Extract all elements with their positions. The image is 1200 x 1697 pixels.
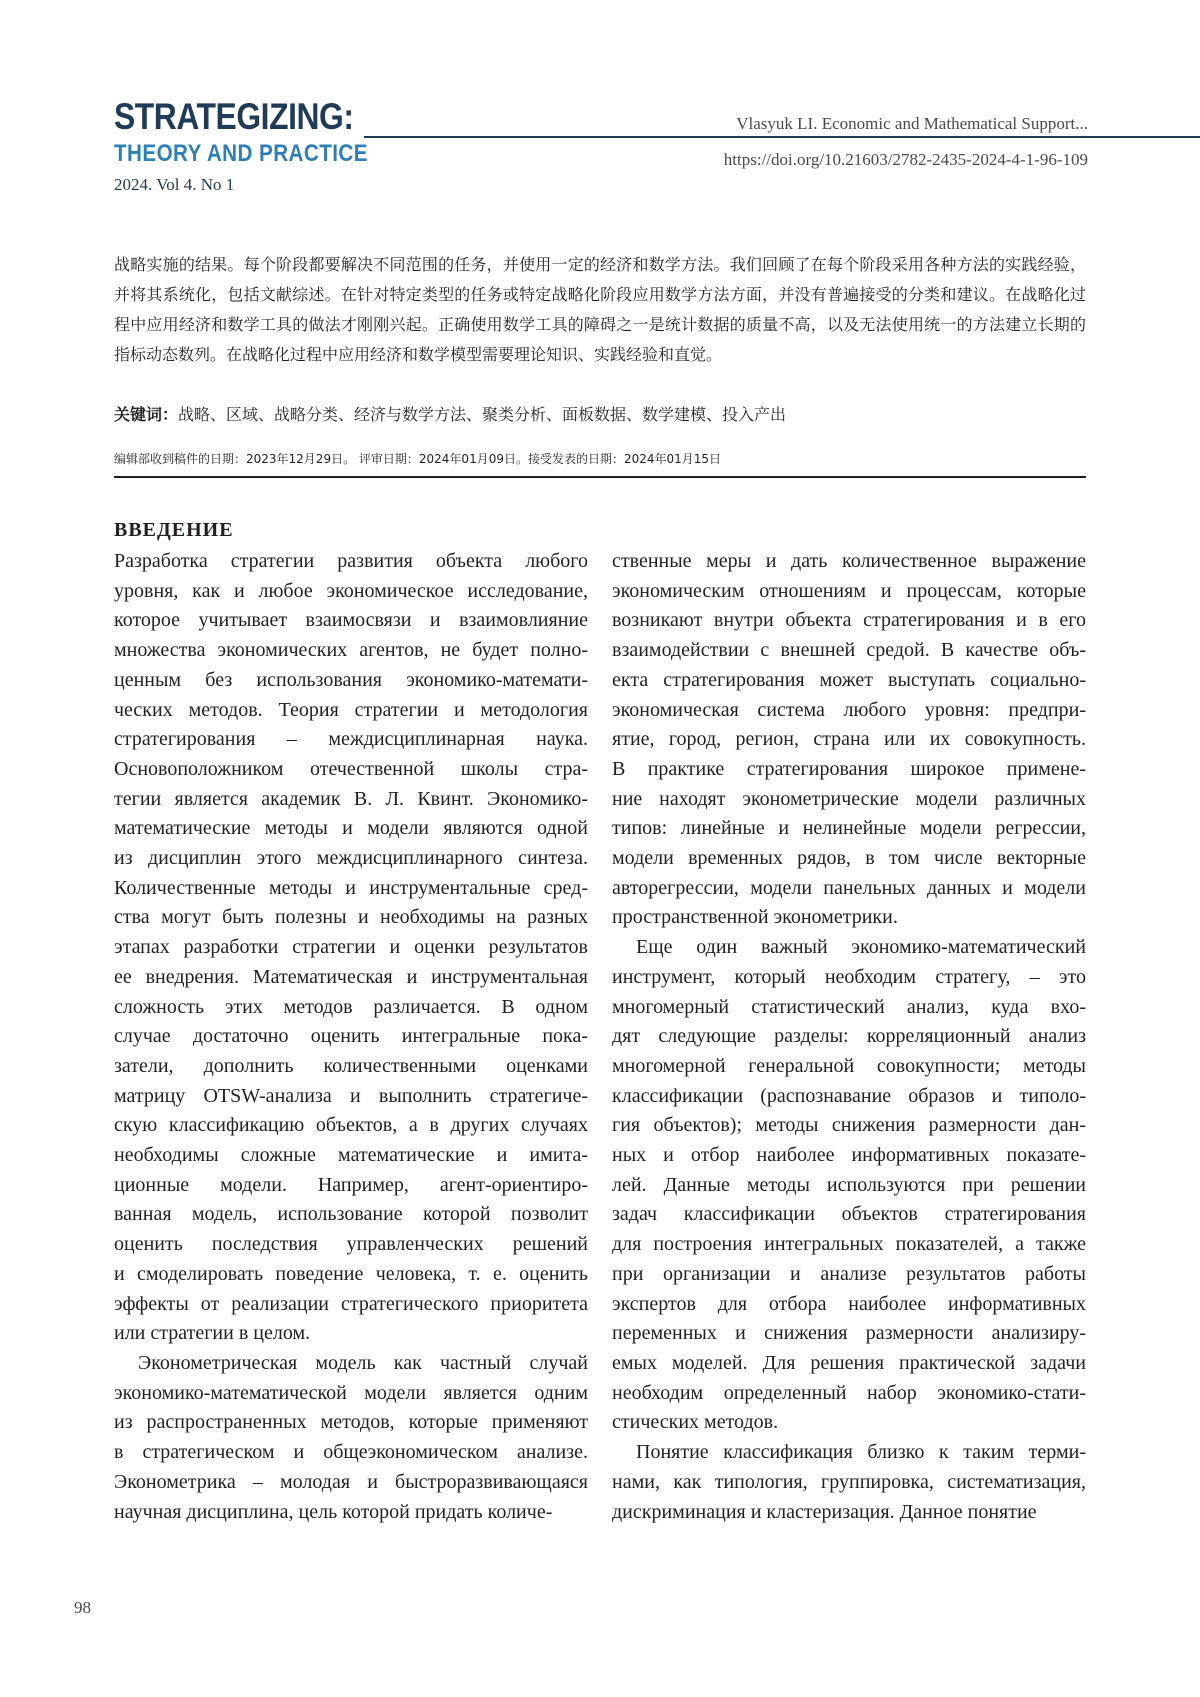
journal-subtitle: THEORY AND PRACTICE xyxy=(114,140,368,167)
text-line: из распространенных методов, которые применяют xyxy=(114,1411,588,1434)
text-line: множества экономических агентов, не будет полно- xyxy=(114,639,588,662)
text-line: случае достаточно оценить интегральные пока- xyxy=(114,1025,588,1048)
text-line: тегии является академик В. Л. Квинт. Экономико- xyxy=(114,787,588,810)
text-line: в стратегическом и общеэкономическом анализе. xyxy=(114,1441,588,1464)
body-paragraph xyxy=(612,547,1086,933)
left-column xyxy=(114,547,588,1527)
text-line: гия объектов); методы снижения размерности дан- xyxy=(612,1114,1086,1137)
text-line: необходимы сложные математические и имита- xyxy=(114,1144,588,1167)
text-line: дискриминация и кластеризация. Данное понятие xyxy=(612,1500,1037,1523)
text-line: для построения интегральных показателей, а также xyxy=(612,1233,1086,1256)
text-line: емых моделей. Для решения практической задачи xyxy=(612,1351,1086,1374)
text-line: экономическим отношениям и процессам, которые xyxy=(612,579,1086,602)
text-line: авторегрессии, модели панельных данных и модели xyxy=(612,876,1086,899)
body-paragraph xyxy=(612,1438,1086,1527)
text-line: Разработка стратегии развития объекта любого xyxy=(114,550,588,572)
text-line: классификации (распознавание образов и типоло- xyxy=(612,1084,1086,1107)
text-line: матрицу OTSW-анализа и выполнить стратегиче- xyxy=(114,1084,588,1107)
text-line: задач классификации объектов стратегирования xyxy=(612,1203,1086,1226)
text-line: нами, как типология, группировка, систематизация, xyxy=(612,1470,1086,1493)
text-line: взаимодействии с внешней средой. В качестве объ- xyxy=(612,639,1086,662)
text-line: уровня, как и любое экономическое исследование, xyxy=(114,579,588,602)
text-line: скую классификацию объектов, а в других случаях xyxy=(114,1114,588,1137)
text-line: ства могут быть полезны и необходимы на разных xyxy=(114,906,588,929)
text-line: многомерной генеральной совокупности; методы xyxy=(612,1054,1086,1077)
text-line: многомерный статистический анализ, куда вхо- xyxy=(612,995,1086,1018)
text-line: математические методы и модели являются одной xyxy=(114,817,588,840)
text-line: ванная модель, использование которой позволит xyxy=(114,1203,588,1226)
journal-issue: 2024. Vol 4. No 1 xyxy=(114,175,235,194)
text-line: дят следующие разделы: корреляционный анализ xyxy=(612,1025,1086,1048)
text-line: переменных и снижения размерности анализиру- xyxy=(612,1322,1086,1345)
keywords-list: 战略、区域、战略分类、经济与数学方法、聚类分析、面板数据、数学建模、投入产出 xyxy=(178,405,787,424)
journal-title: STRATEGIZING: xyxy=(114,96,354,137)
text-line: ных и отбор наиболее информативных показате- xyxy=(612,1144,1086,1167)
section-heading: ВВЕДЕНИЕ xyxy=(114,519,234,541)
header-rule xyxy=(364,136,1200,138)
text-line: стических методов. xyxy=(612,1411,779,1434)
text-line: экономико-математической модели является одним xyxy=(114,1381,588,1404)
text-line: ственные меры и дать количественное выражение xyxy=(612,550,1086,572)
text-line: Эконометрика – молодая и быстроразвивающаяся xyxy=(114,1470,588,1493)
keywords-label: 关键词： xyxy=(114,405,179,424)
text-line: ческих методов. Теория стратегии и методология xyxy=(114,698,588,721)
text-line: возникают внутри объекта стратегирования и в его xyxy=(612,609,1086,632)
text-line: затели, дополнить количественными оценками xyxy=(114,1054,588,1077)
text-line: Еще один важный экономико-математический xyxy=(636,936,1086,959)
text-line: или стратегии в целом. xyxy=(114,1322,311,1345)
body-paragraph xyxy=(612,933,1086,1438)
doi-link[interactable]: https://doi.org/10.21603/2782-2435-2024-4-1-96-109 xyxy=(723,150,1088,169)
text-line: необходим определенный набор экономико-стати- xyxy=(612,1381,1086,1404)
keywords xyxy=(114,400,1086,430)
text-line: ценным без использования экономико-математи- xyxy=(114,668,588,691)
text-line: стратегирования – междисциплинарная наука. xyxy=(114,728,588,751)
text-line: и смоделировать поведение человека, т. е. оценить xyxy=(114,1262,588,1285)
text-line: В практике стратегирования широкое примене- xyxy=(612,757,1086,780)
text-line: научная дисциплина, цель которой придать количе- xyxy=(114,1500,553,1523)
text-line: инструмент, который необходим стратегу, – это xyxy=(612,965,1086,988)
abstract-divider xyxy=(114,476,1086,478)
text-line: модели временных рядов, в том числе векторные xyxy=(612,847,1086,870)
text-line: этапах разработки стратегии и оценки результатов xyxy=(114,936,588,959)
submission-dates: 编辑部收到稿件的日期：2023年12月29日。 评审日期：2024年01月09日。接受发表的日期：2024年01月15日 xyxy=(114,452,722,466)
text-line: при организации и анализе результатов работы xyxy=(612,1262,1086,1285)
page-number: 98 xyxy=(74,1598,91,1617)
text-line: сложность этих методов различается. В одном xyxy=(114,995,588,1018)
text-line: типов: линейные и нелинейные модели регрессии, xyxy=(612,817,1086,840)
text-line: екта стратегирования может выступать социально- xyxy=(612,668,1086,691)
text-line: из дисциплин этого междисциплинарного синтеза. xyxy=(114,847,588,870)
text-line: эффекты от реализации стратегического приоритета xyxy=(114,1292,588,1315)
text-line: оценить последствия управленческих решений xyxy=(114,1233,588,1256)
body-paragraph xyxy=(114,547,588,1349)
text-line: экономическая система любого уровня: предпри- xyxy=(612,698,1086,721)
text-line: пространственной эконометрики. xyxy=(612,906,898,929)
right-column xyxy=(612,547,1086,1527)
text-line: лей. Данные методы используются при решении xyxy=(612,1173,1086,1196)
text-line: Основоположником отечественной школы стра- xyxy=(114,757,588,780)
text-line: Количественные методы и инструментальные сред- xyxy=(114,876,588,899)
abstract-text: 战略实施的结果。每个阶段都要解决不同范围的任务，并使用一定的经济和数学方法。我们回顾了在每个阶段采用各种方法的实践经验，并将其系统化，包括文献综述。在针对特定类型的任务或特定战略化阶段应用数学方法方面，并没有普遍接受的分类和建议。在战略化过程中应用经济和数学工具的做法才刚刚兴起。正确使用数学工具的障碍之一是统计数据的质量不高，以及无法使用统一的方法建立长期的指标动态数列。在战略化过程中应用经济和数学模型需要理论知识、实践经验和直觉。 xyxy=(114,255,1086,364)
text-line: Понятие классификация близко к таким терми- xyxy=(636,1441,1086,1464)
text-line: ние находят эконометрические модели различных xyxy=(612,787,1086,810)
text-line: ее внедрения. Математическая и инструментальная xyxy=(114,965,588,988)
text-line: Эконометрическая модель как частный случай xyxy=(138,1351,588,1374)
text-line: экспертов для отбора наиболее информативных xyxy=(612,1292,1086,1315)
body-paragraph xyxy=(114,1349,588,1527)
text-line: ционные модели. Например, агент-ориентиро- xyxy=(114,1173,588,1196)
text-line: ятие, город, регион, страна или их совокупность. xyxy=(612,728,1086,751)
text-line: которое учитывает взаимосвязи и взаимовлияние xyxy=(114,609,588,632)
running-head: Vlasyuk LI. Economic and Mathematical Support... xyxy=(736,114,1088,133)
